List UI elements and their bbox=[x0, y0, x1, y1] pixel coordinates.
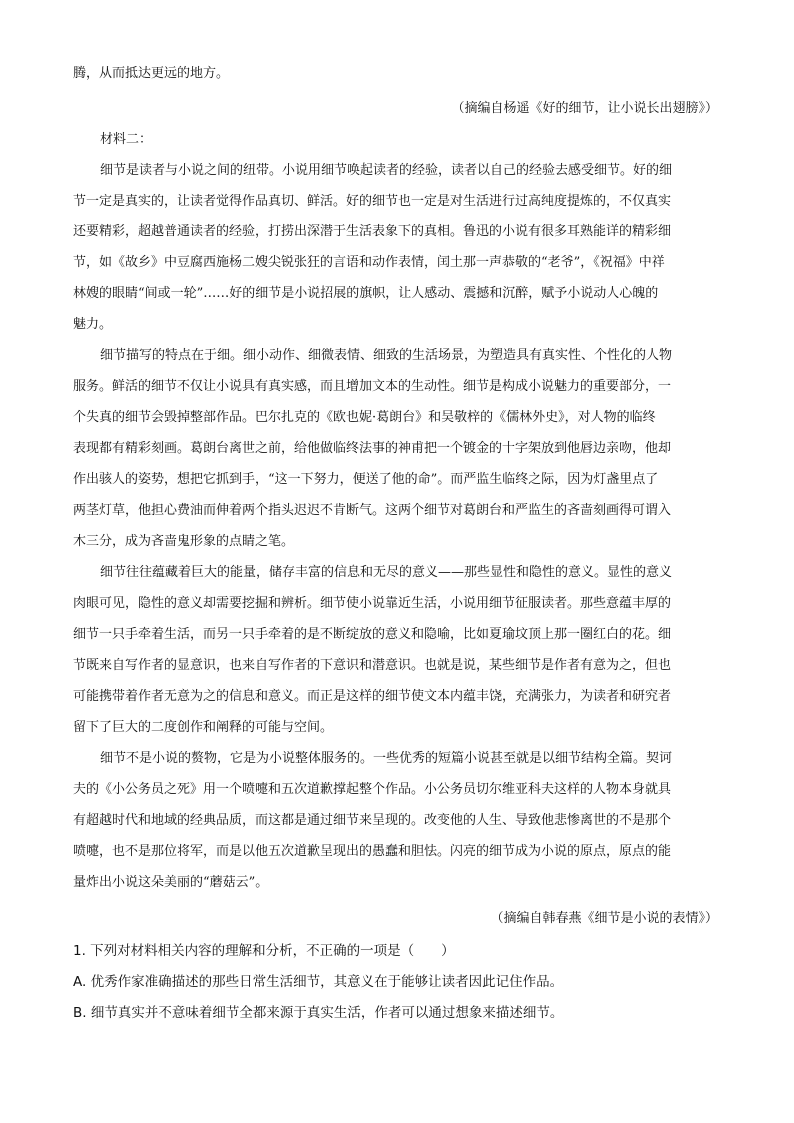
text-line: 表现都有精彩刻画。葛朗台离世之前，给他做临终法事的神甫把一个镀金的十字架放到他唇边亲吻，他却 bbox=[73, 441, 672, 456]
text-line: 夫的《小公务员之死》用一个喷嚏和五次道歉撑起整个作品。小公务员切尔维亚科夫这样的人物本身就具 bbox=[73, 782, 672, 797]
text-line: 两茎灯草，他担心费油而伸着两个指头迟迟不肯断气。这两个细节对葛朗台和严监生的吝啬刻画得可谓入 bbox=[73, 503, 672, 518]
text-line: 节，如《故乡》中豆腐西施杨二嫂尖锐张狂的言语和动作表情，闰土那一声恭敬的“老爷”，《祝福》中祥 bbox=[73, 255, 665, 270]
text-line: 腾，从而抵达更远的地方。 bbox=[73, 66, 230, 81]
text-line: 留下了巨大的二度创作和阐释的可能与空间。 bbox=[73, 720, 334, 735]
option-b: B. 细节真实并不意味着细节全都来源于真实生活，作者可以通过想象来描述细节。 bbox=[73, 1005, 564, 1021]
text-line: 个失真的细节会毁掉整部作品。巴尔扎克的《欧也妮·葛朗台》和吴敬梓的《儒林外史》，对人物的临终 bbox=[73, 410, 656, 425]
text-line: 量炸出小说这朵美丽的“蘑菇云”。 bbox=[73, 875, 269, 890]
text-line: 细节一只手牵着生活，而另一只手牵着的是不断绽放的意义和隐喻，比如夏瑜坟顶上那一圈红白的花。细 bbox=[73, 627, 672, 642]
text-line: 细节不是小说的赘物，它是为小说整体服务的。一些优秀的短篇小说甚至就是以细节结构全篇。契诃 bbox=[100, 751, 673, 766]
text-line: 魅力。 bbox=[73, 317, 113, 332]
text-line: 林嫂的眼睛“间或一轮”……好的细节是小说招展的旗帜，让人感动、震撼和沉醉，赋予小说动人心魄的 bbox=[73, 286, 659, 301]
source-citation: （摘编自杨遥《好的细节，让小说长出翅膀》） bbox=[451, 101, 718, 116]
text-line: 作出骇人的姿势，想把它抓到手，“这一下努力，便送了他的命”。而严监生临终之际，因为灯盏里点了 bbox=[73, 472, 659, 487]
text-line: 喷嚏，也不是那位将军，而是以他五次道歉呈现出的愚蠢和胆怯。闪亮的细节成为小说的原点，原点的能 bbox=[73, 844, 672, 859]
text-line: 节一定是真实的，让读者觉得作品真切、鲜活。好的细节也一定是对生活进行过高纯度提炼的，不仅真实 bbox=[73, 194, 672, 209]
text-line: 可能携带着作者无意为之的信息和意义。而正是这样的细节使文本内蕴丰饶，充满张力，为读者和研究者 bbox=[73, 689, 672, 704]
text-line: 细节描写的特点在于细。细小动作、细微表情、细致的生活场景，为塑造具有真实性、个性化的人物 bbox=[100, 348, 673, 363]
option-a: A. 优秀作家准确描述的那些日常生活细节，其意义在于能够让读者因此记住作品。 bbox=[73, 974, 564, 990]
text-line: 细节往往蕴藏着巨大的能量，储存丰富的信息和无尽的意义——那些显性和隐性的意义。显性的意义 bbox=[100, 565, 673, 580]
text-line: 肉眼可见，隐性的意义却需要挖掘和辨析。细节使小说靠近生活，小说用细节征服读者。那些意蕴丰厚的 bbox=[73, 596, 672, 611]
section-heading: 材料二： bbox=[100, 132, 153, 147]
text-line: 节既来自写作者的显意识，也来自写作者的下意识和潜意识。也就是说，某些细节是作者有意为之，但也 bbox=[73, 658, 672, 673]
text-line: 还要精彩，超越普通读者的经验，打捞出深潜于生活表象下的真相。鲁迅的小说有很多耳熟能详的精彩细 bbox=[73, 224, 672, 239]
question-stem: 1. 下列对材料相关内容的理解和分析，不正确的一项是（ ） bbox=[73, 943, 455, 959]
text-line: 木三分，成为吝啬鬼形象的点睛之笔。 bbox=[73, 534, 295, 549]
text-line: 细节是读者与小说之间的纽带。小说用细节唤起读者的经验，读者以自己的经验去感受细节。好的细 bbox=[100, 163, 673, 178]
text-line: 有超越时代和地域的经典品质，而这都是通过细节来呈现的。改变他的人生、导致他悲惨离世的不是那个 bbox=[73, 813, 672, 828]
source-citation: （摘编自韩春燕《细节是小说的表情》） bbox=[490, 911, 718, 926]
text-line: 服务。鲜活的细节不仅让小说具有真实感，而且增加文本的生动性。细节是构成小说魅力的重要部分，一 bbox=[73, 379, 672, 394]
